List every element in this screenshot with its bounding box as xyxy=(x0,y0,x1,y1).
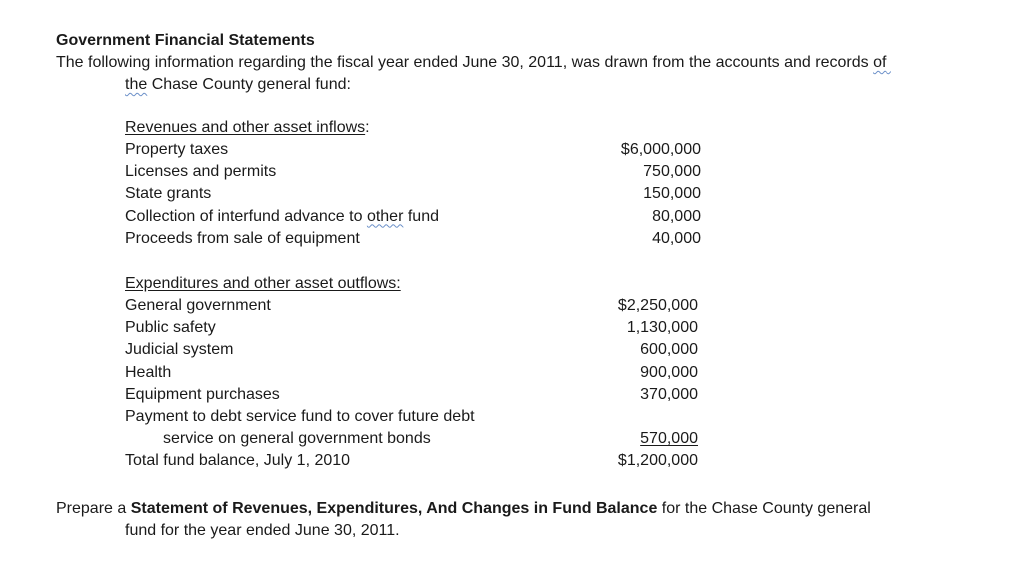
expenditure-label: General government xyxy=(125,297,271,314)
revenue-value: 750,000 xyxy=(643,163,701,181)
expenditure-label: service on general government bonds xyxy=(163,430,431,448)
revenue-label: Licenses and permits xyxy=(125,163,277,181)
closing-line-2: fund for the year ended June 30, 2011. xyxy=(125,522,400,539)
revenue-label xyxy=(125,207,439,227)
expenditure-label: Total fund balance, July 1, 2010 xyxy=(125,452,351,470)
closing-line-1 xyxy=(56,499,871,519)
revenue-row xyxy=(125,140,701,162)
revenues-heading xyxy=(125,118,701,140)
closing-text-pre: Prepare a xyxy=(56,500,131,517)
expenditure-row xyxy=(125,296,698,318)
expenditure-row xyxy=(125,318,698,340)
expenditures-heading-text: Expenditures and other asset outflows: xyxy=(125,275,401,292)
expenditure-value: 1,130,000 xyxy=(626,319,698,337)
expenditure-value: 900,000 xyxy=(640,363,698,381)
expenditure-value: 370,000 xyxy=(640,385,698,403)
intro-line-1 xyxy=(56,53,891,73)
expenditure-row xyxy=(125,429,698,451)
intro-line-2 xyxy=(125,75,351,95)
expenditure-row xyxy=(125,385,698,407)
revenues-section xyxy=(125,118,701,251)
revenue-label: State grants xyxy=(125,185,212,203)
intro-text: The following information regarding the fiscal year ended June 30, 2011, was drawn from the accounts and records xyxy=(56,54,874,71)
spellcheck-trailing-space xyxy=(886,54,890,71)
expenditure-row xyxy=(125,363,698,385)
expenditure-label: Judicial system xyxy=(125,341,234,359)
closing-text-post: for the Chase County general xyxy=(657,500,871,517)
document-title: Government Financial Statements xyxy=(56,32,315,49)
revenue-row xyxy=(125,184,701,206)
expenditure-row xyxy=(125,451,698,473)
revenue-value: 150,000 xyxy=(643,185,701,203)
expenditure-value: $1,200,000 xyxy=(617,452,698,470)
expenditures-section xyxy=(125,274,698,474)
expenditure-row xyxy=(125,340,698,362)
expenditure-label: Equipment purchases xyxy=(125,385,280,403)
spellcheck-word-of: of xyxy=(873,54,887,71)
expenditure-value: 600,000 xyxy=(640,341,698,359)
closing-statement-title: Statement of Revenues, Expenditures, And Changes in Fund Balance xyxy=(130,500,658,517)
revenue-row xyxy=(125,229,701,251)
revenue-label-pre: Collection of interfund advance to xyxy=(125,207,367,225)
expenditure-value: 570,000 xyxy=(640,430,698,448)
expenditure-label: Public safety xyxy=(125,319,216,337)
revenue-label: Property taxes xyxy=(125,141,229,158)
revenue-label: Proceeds from sale of equipment xyxy=(125,229,360,247)
revenue-row xyxy=(125,162,701,184)
spellcheck-word-the: the xyxy=(125,76,148,93)
expenditure-label: Health xyxy=(125,363,172,381)
intro-text-rest: Chase County general fund: xyxy=(147,76,351,93)
revenues-heading-colon: : xyxy=(365,119,370,136)
spellcheck-word-other: other xyxy=(366,207,404,225)
revenue-value: $6,000,000 xyxy=(620,141,701,158)
expenditure-value-wrap xyxy=(616,429,698,449)
revenue-value: 40,000 xyxy=(652,229,701,247)
expenditures-heading xyxy=(125,274,698,296)
revenue-label-post: fund xyxy=(403,207,439,225)
expenditure-row xyxy=(125,407,698,429)
expenditure-value: $2,250,000 xyxy=(617,297,698,314)
revenues-heading-text: Revenues and other asset inflows xyxy=(125,119,366,136)
expenditure-label: Payment to debt service fund to cover future debt xyxy=(125,407,475,425)
revenue-row xyxy=(125,207,701,229)
revenue-value: 80,000 xyxy=(652,207,701,225)
